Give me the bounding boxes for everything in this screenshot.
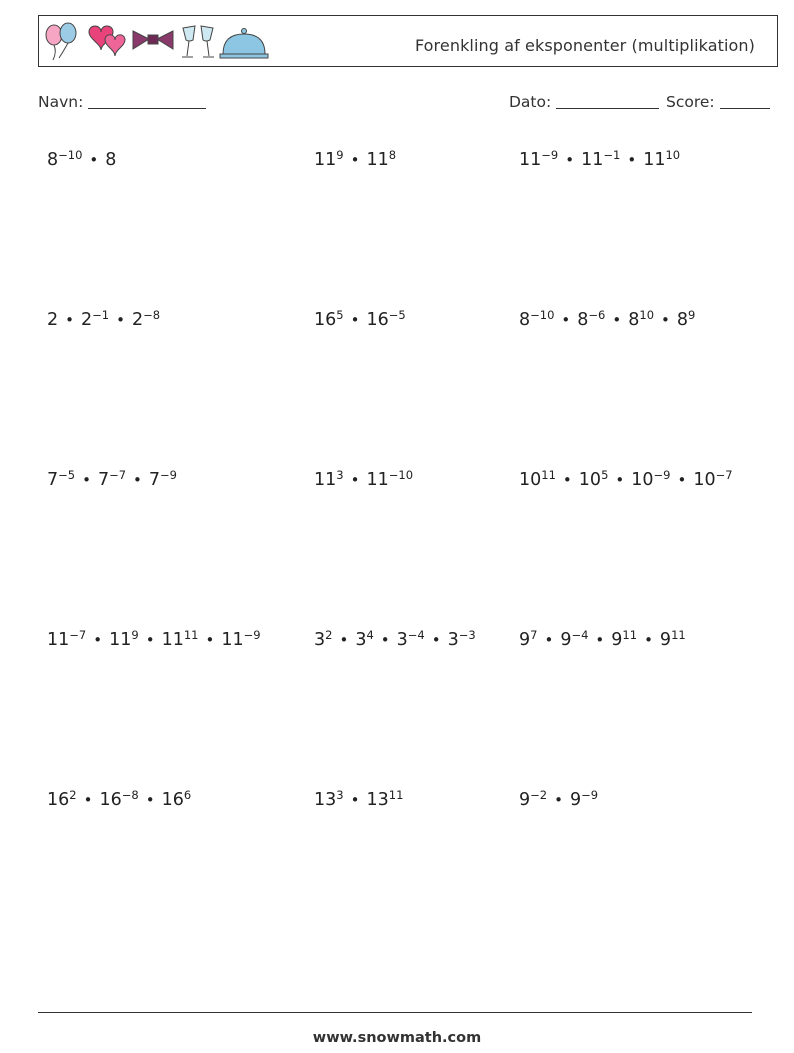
exponent: 2 xyxy=(69,787,77,802)
multiply-dot: • xyxy=(644,631,653,649)
base: 11 xyxy=(314,470,337,490)
power-term xyxy=(221,627,261,650)
exponent: −4 xyxy=(571,627,589,642)
base: 3 xyxy=(355,630,367,650)
exponent: 5 xyxy=(336,307,344,322)
problem-6 xyxy=(519,307,696,330)
problem-1 xyxy=(47,147,117,170)
power-term xyxy=(519,467,556,490)
multiply-dot: • xyxy=(612,311,622,329)
date-label: Dato: xyxy=(509,93,552,111)
multiply-dot: • xyxy=(133,471,142,489)
exponent: 4 xyxy=(366,627,374,642)
power-term xyxy=(577,307,606,330)
base: 11 xyxy=(519,150,542,170)
base: 2 xyxy=(131,310,144,330)
power-term xyxy=(560,627,589,650)
exponent: 11 xyxy=(622,627,638,642)
problem-14 xyxy=(314,787,404,810)
multiply-dot: • xyxy=(615,471,625,489)
power-term xyxy=(47,310,58,330)
base: 9 xyxy=(560,630,572,650)
base: 10 xyxy=(578,470,602,490)
power-term xyxy=(519,627,538,650)
exponent: −8 xyxy=(143,307,161,322)
power-term xyxy=(314,467,344,490)
multiply-dot: • xyxy=(350,791,360,809)
power-term xyxy=(314,307,344,330)
base: 9 xyxy=(611,630,623,650)
multiply-dot: • xyxy=(89,151,99,169)
exponent: 8 xyxy=(388,147,397,162)
base: 10 xyxy=(519,470,542,490)
base: 11 xyxy=(109,630,132,650)
exponent: −4 xyxy=(407,627,425,642)
base: 13 xyxy=(314,790,337,810)
base: 10 xyxy=(693,470,716,490)
multiply-dot: • xyxy=(595,631,605,649)
exponent: 9 xyxy=(336,147,344,162)
problem-15 xyxy=(519,787,599,810)
base: 8 xyxy=(628,310,640,330)
exponent: 11 xyxy=(671,627,686,642)
power-term xyxy=(105,150,116,170)
multiply-dot: • xyxy=(544,631,554,649)
power-term xyxy=(131,307,161,330)
base: 8 xyxy=(105,150,117,170)
exponent: 6 xyxy=(183,787,192,802)
base: 11 xyxy=(581,150,604,170)
power-term xyxy=(161,787,192,810)
exponent: 10 xyxy=(665,147,681,162)
base: 9 xyxy=(519,630,531,650)
base: 16 xyxy=(314,310,337,330)
multiply-dot: • xyxy=(65,311,74,329)
exponent: 3 xyxy=(336,787,344,802)
problem-7 xyxy=(47,467,177,490)
base: 2 xyxy=(81,310,93,330)
base: 13 xyxy=(366,790,389,810)
exponent: −9 xyxy=(653,467,671,482)
multiply-dot: • xyxy=(116,311,125,329)
multiply-dot: • xyxy=(339,631,349,649)
power-term xyxy=(569,787,599,810)
base: 11 xyxy=(366,470,389,490)
multiply-dot: • xyxy=(677,471,687,489)
exponent: −10 xyxy=(58,147,83,162)
power-term xyxy=(396,627,425,650)
problem-3 xyxy=(519,147,681,170)
base: 11 xyxy=(161,630,184,650)
base: 7 xyxy=(97,470,110,490)
exponent: −7 xyxy=(715,467,733,482)
power-term xyxy=(519,307,555,330)
base: 2 xyxy=(47,310,59,330)
power-term xyxy=(314,787,344,810)
exponent: −9 xyxy=(541,147,559,162)
exponent: −1 xyxy=(603,147,621,162)
multiply-dot: • xyxy=(350,311,360,329)
problem-9 xyxy=(519,467,733,490)
multiply-dot: • xyxy=(145,631,155,649)
exponent: −1 xyxy=(92,307,110,322)
base: 16 xyxy=(161,790,184,810)
exponent: −6 xyxy=(588,307,606,322)
power-term xyxy=(314,147,344,170)
exponent: 9 xyxy=(131,627,139,642)
problem-11 xyxy=(314,627,476,650)
multiply-dot: • xyxy=(431,631,441,649)
multiply-dot: • xyxy=(627,151,637,169)
base: 8 xyxy=(676,310,689,330)
hearts-icon xyxy=(89,26,125,56)
power-term xyxy=(109,627,139,650)
base: 10 xyxy=(631,470,654,490)
power-term xyxy=(581,147,621,170)
exponent: −9 xyxy=(243,627,261,642)
base: 16 xyxy=(366,310,389,330)
exponent: 2 xyxy=(325,627,333,642)
multiply-dot: • xyxy=(82,471,91,489)
problem-2 xyxy=(314,147,397,170)
power-term xyxy=(366,467,414,490)
score-label: Score: xyxy=(666,93,715,111)
base: 9 xyxy=(519,790,531,810)
multiply-dot: • xyxy=(561,311,571,329)
base: 8 xyxy=(577,310,589,330)
power-term xyxy=(148,467,177,490)
date-field xyxy=(509,93,659,111)
problem-8 xyxy=(314,467,414,490)
exponent: 3 xyxy=(336,467,344,482)
score-blank xyxy=(720,108,770,109)
worksheet-title: Forenkling af eksponenter (multiplikation) xyxy=(414,36,755,55)
header-box xyxy=(38,15,778,67)
date-blank xyxy=(556,108,659,109)
exponent: −8 xyxy=(121,787,139,802)
exponent: −5 xyxy=(58,467,76,482)
exponent: −2 xyxy=(530,787,548,802)
power-term xyxy=(355,627,374,650)
problem-4 xyxy=(47,307,161,330)
multiply-dot: • xyxy=(350,471,360,489)
base: 3 xyxy=(396,630,408,650)
exponent: −5 xyxy=(388,307,406,322)
base: 3 xyxy=(314,630,326,650)
exponent: −10 xyxy=(388,467,414,482)
exponent: −9 xyxy=(581,787,599,802)
power-term xyxy=(611,627,638,650)
base: 11 xyxy=(47,630,70,650)
bow-tie-icon xyxy=(133,31,173,49)
base: 7 xyxy=(47,470,59,490)
base: 16 xyxy=(47,790,70,810)
exponent: 9 xyxy=(688,307,696,322)
multiply-dot: • xyxy=(145,791,155,809)
power-term xyxy=(47,147,83,170)
exponent: −3 xyxy=(458,627,476,642)
multiply-dot: • xyxy=(562,471,572,489)
multiply-dot: • xyxy=(205,631,215,649)
power-term xyxy=(659,627,686,650)
power-term xyxy=(314,627,333,650)
exponent: −9 xyxy=(160,467,177,482)
base: 16 xyxy=(99,790,122,810)
multiply-dot: • xyxy=(554,791,563,809)
power-term xyxy=(366,147,397,170)
name-field xyxy=(38,93,206,111)
power-term xyxy=(447,627,476,650)
multiply-dot: • xyxy=(380,631,390,649)
exponent: 11 xyxy=(183,627,199,642)
power-term xyxy=(47,467,76,490)
power-term xyxy=(519,147,559,170)
problem-13 xyxy=(47,787,192,810)
exponent: 5 xyxy=(601,467,609,482)
footer-url: www.snowmath.com xyxy=(312,1030,482,1046)
exponent: −7 xyxy=(69,627,87,642)
power-term xyxy=(643,147,681,170)
base: 3 xyxy=(447,630,459,650)
exponent: −10 xyxy=(530,307,555,322)
power-term xyxy=(81,307,110,330)
power-term xyxy=(366,787,404,810)
multiply-dot: • xyxy=(565,151,575,169)
serving-cloche-icon xyxy=(220,29,268,59)
power-term xyxy=(366,307,406,330)
exponent: −7 xyxy=(109,467,127,482)
exponent: 11 xyxy=(388,787,404,802)
base: 11 xyxy=(366,150,389,170)
base: 8 xyxy=(47,150,59,170)
footer-divider xyxy=(38,1012,752,1013)
multiply-dot: • xyxy=(661,311,670,329)
multiply-dot: • xyxy=(83,791,93,809)
power-term xyxy=(676,307,696,330)
multiply-dot: • xyxy=(93,631,103,649)
base: 11 xyxy=(314,150,337,170)
power-term xyxy=(161,627,199,650)
problem-10 xyxy=(47,627,261,650)
name-label: Navn: xyxy=(38,93,84,111)
power-term xyxy=(47,627,87,650)
power-term xyxy=(99,787,139,810)
base: 8 xyxy=(519,310,531,330)
power-term xyxy=(97,467,127,490)
base: 11 xyxy=(643,150,666,170)
power-term xyxy=(628,307,655,330)
header-icons xyxy=(43,20,273,64)
score-field xyxy=(666,93,770,111)
name-blank xyxy=(88,108,206,109)
balloons-icon xyxy=(46,23,76,60)
multiply-dot: • xyxy=(350,151,360,169)
exponent: 11 xyxy=(541,467,556,482)
power-term xyxy=(578,467,609,490)
problem-5 xyxy=(314,307,406,330)
power-term xyxy=(47,787,77,810)
base: 11 xyxy=(221,630,244,650)
exponent: 10 xyxy=(639,307,655,322)
base: 7 xyxy=(148,470,161,490)
power-term xyxy=(693,467,733,490)
problem-12 xyxy=(519,627,686,650)
base: 9 xyxy=(569,790,582,810)
base: 9 xyxy=(659,630,672,650)
power-term xyxy=(519,787,548,810)
champagne-glasses-icon xyxy=(182,26,214,57)
power-term xyxy=(631,467,671,490)
exponent: 7 xyxy=(530,627,538,642)
